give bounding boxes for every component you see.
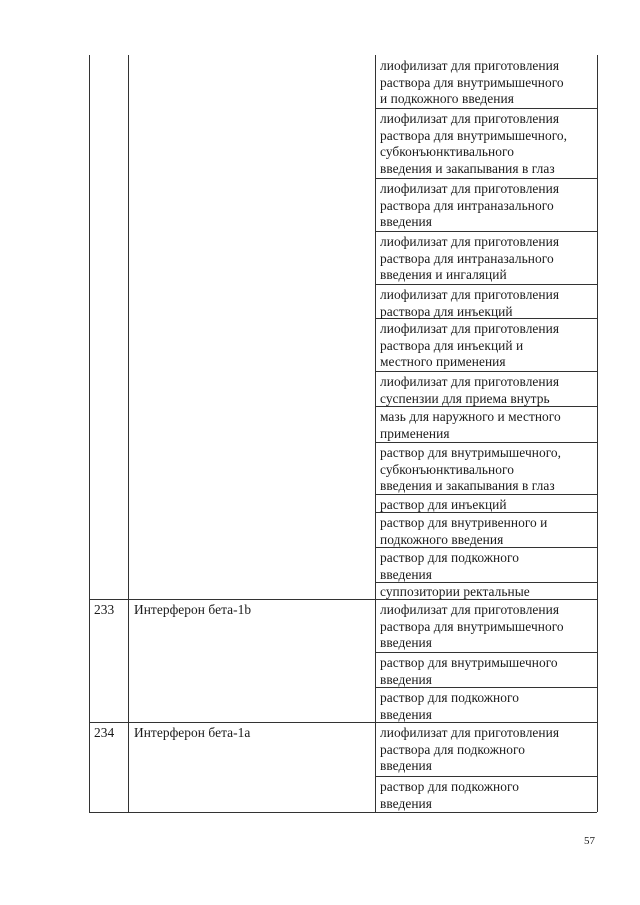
row-number: 234: [94, 725, 115, 740]
dosage-form-cell: лиофилизат для приготовления раствора для инъекций и местного применения: [380, 321, 560, 370]
form-divider: [375, 776, 597, 777]
drug-name: Интерферон бета-1a: [134, 725, 251, 740]
dosage-form-cell: лиофилизат для приготовления раствора для внутримышечного и подкожного введения: [380, 58, 564, 107]
table-border-name-col: [375, 55, 376, 812]
dosage-form-cell: раствор для инъекций: [380, 497, 507, 512]
dosage-form-cell: раствор для внутримышечного введения: [380, 655, 558, 687]
table-border-num-col: [128, 55, 129, 812]
dosage-form-cell: лиофилизат для приготовления раствора для интраназального введения и ингаляций: [380, 234, 560, 283]
dosage-form-cell: лиофилизат для приготовления раствора для интраназального введения: [380, 181, 560, 230]
dosage-form-cell: лиофилизат для приготовления раствора для инъекций: [380, 287, 560, 319]
dosage-form-cell: раствор для внутримышечного, субконъюнктивального введения и закапывания в глаз: [380, 445, 562, 494]
dosage-form-cell: лиофилизат для приготовления суспензии для приема внутрь: [380, 374, 560, 406]
dosage-form-cell: раствор для подкожного введения: [380, 779, 519, 811]
table-border-right: [597, 55, 598, 812]
dosage-form-cell: раствор для подкожного введения: [380, 690, 519, 722]
dosage-form-cell: раствор для подкожного введения: [380, 550, 519, 582]
form-divider: [375, 284, 597, 285]
dosage-form-cell: лиофилизат для приготовления раствора для подкожного введения: [380, 725, 560, 774]
dosage-form-cell: суппозитории ректальные: [380, 584, 530, 599]
dosage-form-cell: лиофилизат для приготовления раствора для внутримышечного введения: [380, 602, 564, 651]
dosage-form-cell: мазь для наружного и местного применения: [380, 409, 561, 441]
form-divider: [375, 178, 597, 179]
form-divider: [375, 108, 597, 109]
dosage-form-cell: лиофилизат для приготовления раствора для внутримышечного, субконъюнктивального введения и закапывания в глаз: [380, 111, 568, 176]
form-divider: [375, 371, 597, 372]
form-divider: [375, 231, 597, 232]
table-border-left: [89, 55, 90, 812]
dosage-form-cell: раствор для внутривенного и подкожного введения: [380, 515, 548, 547]
row-number: 233: [94, 602, 115, 617]
form-divider: [375, 652, 597, 653]
page-number: 57: [584, 835, 595, 847]
drug-name: Интерферон бета-1b: [134, 602, 252, 617]
